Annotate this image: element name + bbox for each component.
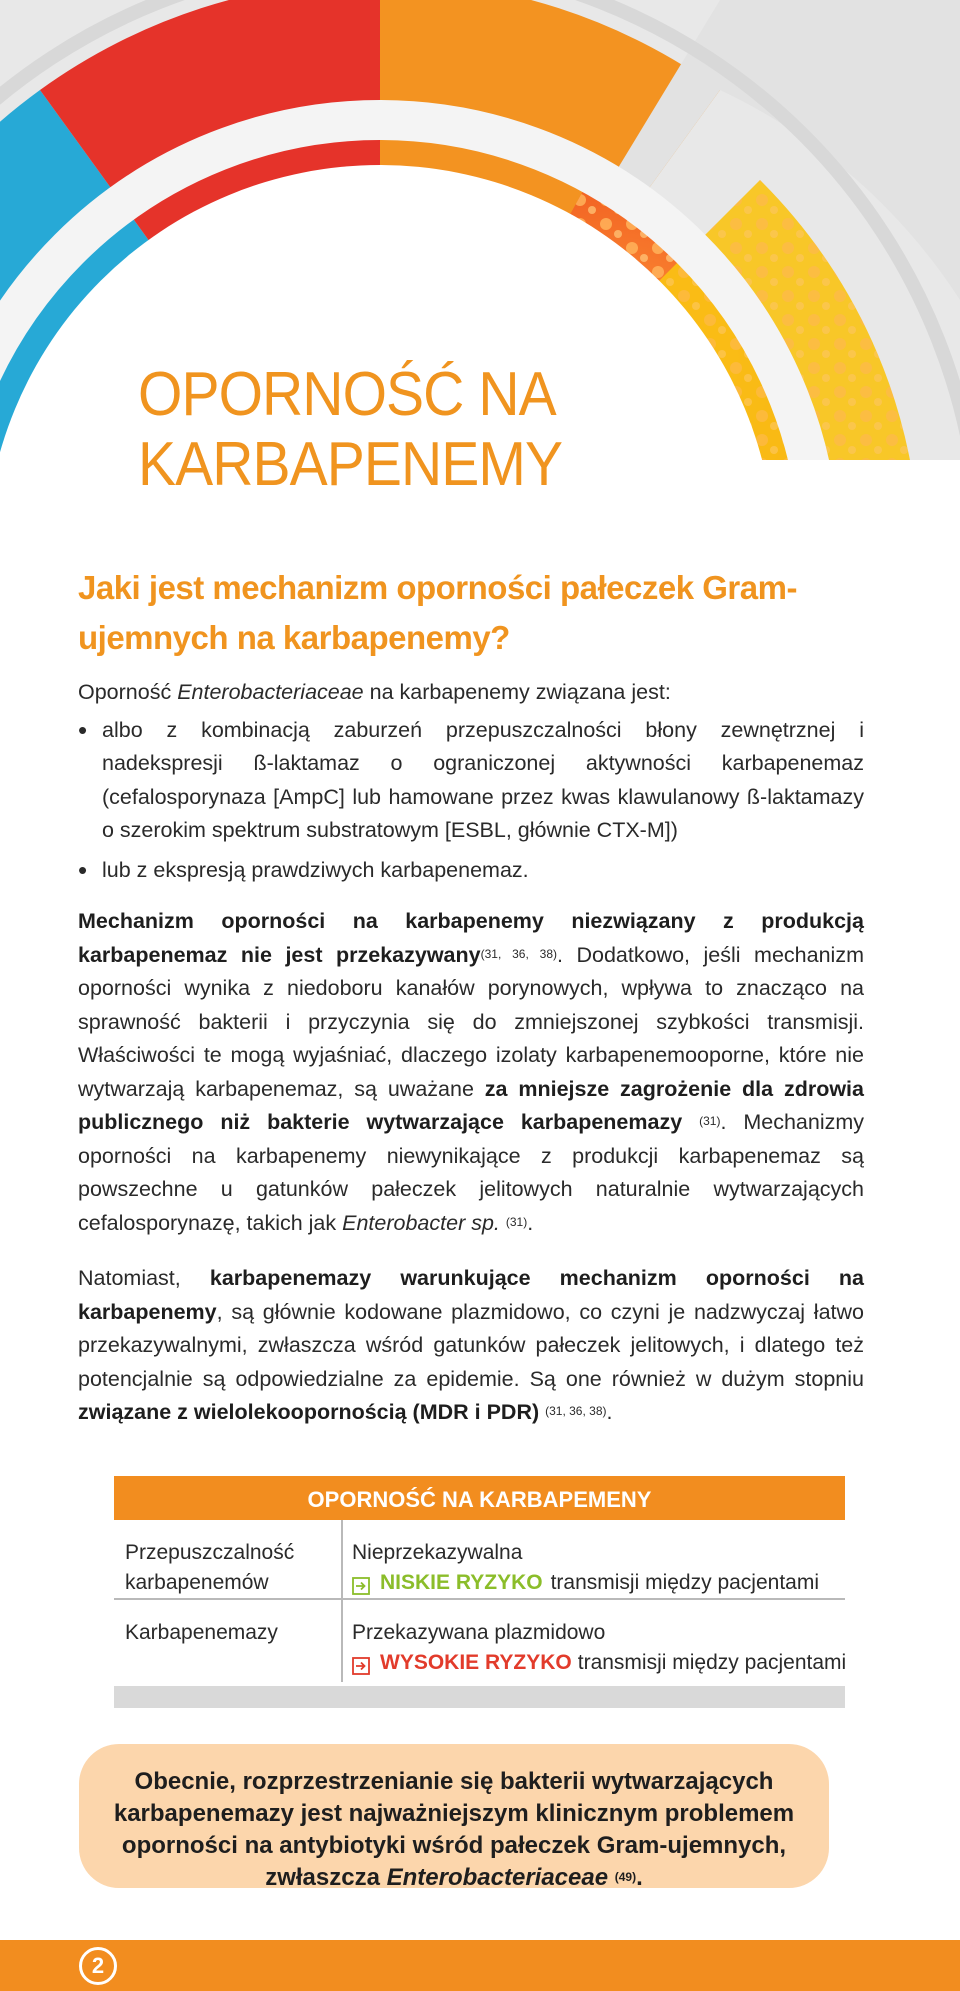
table-cell-mechanism <box>125 1618 345 1648</box>
paragraph-text: . Mechanizmy oporności na karbapenemy niewynikające z produkcji karbapenemaz są powszechne u gatunków pałeczek jelitowych naturalnie wytwarzających cefalosporynazę, takich jak <box>78 1110 864 1235</box>
list-item: • albo z kombinacją zaburzeń przepuszczalności błony zewnętrznej i nadekspresji ß-laktamaz o ograniczonej aktywności karbapenemaz (cefalosporynaza [AmpC] lub hamowane przez kwas klawulanowy ß-laktamazy o szerokim spektrum substratowym [ESBL, głównie CTX-M]) <box>78 714 864 848</box>
table-cell-transmission <box>352 1618 847 1678</box>
citation-ref: (31) <box>505 1214 528 1229</box>
table-header: OPORNOŚĆ NA KARBAPEMENY <box>114 1476 845 1520</box>
intro-paragraph <box>78 676 864 710</box>
table-cell-transmission <box>352 1538 842 1598</box>
risk-label-low: NISKIE RYZYKO <box>380 1571 543 1594</box>
paragraph-mechanism <box>78 905 864 1240</box>
arrow-box-icon-red <box>352 1654 370 1672</box>
page-title-line2: KARBAPENEMY <box>138 429 563 499</box>
list-item: • lub z ekspresją prawdziwych karbapenemaz. <box>78 854 864 888</box>
bold-text: związane z wielolekoopornością (MDR i PDR) <box>78 1400 540 1424</box>
italic-text: Enterobacter sp. <box>342 1210 500 1235</box>
intro-italic: Enterobacteriaceae <box>177 680 364 704</box>
callout-line: Obecnie, rozprzestrzenianie się bakterii wytwarzających <box>134 1768 774 1795</box>
resistance-table <box>114 1476 845 1708</box>
section-question: Jaki jest mechanizm oporności pałeczek Gram-ujemnych na karbapenemy? <box>78 569 797 657</box>
risk-text: transmisji między pacjentami <box>577 1651 847 1674</box>
callout-italic: Enterobacteriaceae <box>386 1864 609 1891</box>
risk-line-high <box>352 1648 847 1678</box>
callout-text <box>79 1766 829 1894</box>
callout-end: . <box>636 1864 643 1891</box>
callout-line: oporności na antybiotyki wśród pałeczek Gram-ujemnych, <box>121 1832 787 1859</box>
cell-text: Przekazywana plazmidowo <box>352 1621 606 1644</box>
risk-label-high: WYSOKIE RYZYKO <box>380 1651 572 1674</box>
cell-text: Karbapenemazy <box>125 1621 278 1644</box>
paragraph-carbapenemases <box>78 1262 864 1430</box>
paragraph-end: . <box>527 1210 534 1235</box>
intro-text-pre: Oporność <box>78 680 178 704</box>
paragraph-text: , są głównie kodowane plazmidowo, co czyni je nadzwyczaj łatwo przekazywalnymi, zwłaszcza wśród gatunków pałeczek jelitowych, i dlatego też potencjalnie są odpowiedzialne za epidemie. Są one również w dużym stopniu <box>78 1299 864 1391</box>
arrow-box-icon-green <box>352 1574 370 1592</box>
callout-line <box>79 1862 829 1894</box>
table-row <box>114 1520 845 1600</box>
risk-text: transmisji między pacjentami <box>550 1571 819 1594</box>
citation-ref: (49) <box>614 1870 637 1884</box>
cell-text: Nieprzekazywalna <box>352 1541 523 1564</box>
paragraph-text: Natomiast, <box>78 1266 210 1290</box>
cell-text: karbapenemów <box>125 1571 269 1594</box>
table-row <box>114 1600 845 1682</box>
paragraph-text: . Dodatkowo, jeśli mechanizm oporności wynika z niedoboru kanałów porynowych, wpływa to znacząco na sprawność bakterii i przyczynia się do zmniejszonej szybkości transmisji. Właściwości te mogą wyjaśniać, dlaczego izolaty karbapenemooporne, które nie wytwarzają karbapenemaz, są uważane <box>78 942 864 1101</box>
citation-ref: (31) <box>699 1114 721 1128</box>
table-cell-mechanism <box>125 1538 345 1598</box>
page-title-line1: OPORNOŚĆ NA <box>138 359 556 429</box>
footer-bar <box>0 1940 960 1991</box>
page-title <box>138 360 562 500</box>
table-footer-bar <box>114 1686 845 1708</box>
citation-ref: (31, 36, 38) <box>545 1404 607 1418</box>
bold-text: karbapenemazy warunkujące mechanizm oporności na karbapenemy <box>78 1266 864 1324</box>
risk-line-low <box>352 1568 842 1598</box>
body-text <box>78 676 864 1430</box>
paragraph-end: . <box>606 1400 613 1424</box>
bullet-list <box>78 714 864 888</box>
callout-box <box>79 1744 829 1891</box>
bold-text: Mechanizm oporności na karbapenemy niezwiązany z produkcją karbapenemaz nie jest przekazywany <box>78 909 864 967</box>
bold-text: za mniejsze zagrożenie dla zdrowia publicznego niż bakterie wytwarzające karbapenemazy <box>78 1076 864 1134</box>
callout-line: karbapenemazy jest najważniejszym klinicznym problemem <box>113 1800 795 1827</box>
page-number: 2 <box>79 1947 117 1985</box>
intro-text-post: na karbapenemy związana jest: <box>363 680 671 704</box>
callout-text-pre: zwłaszcza <box>265 1864 387 1891</box>
cell-text: Przepuszczalność <box>125 1541 295 1564</box>
citation-ref: (31, 36, 38) <box>480 946 558 961</box>
